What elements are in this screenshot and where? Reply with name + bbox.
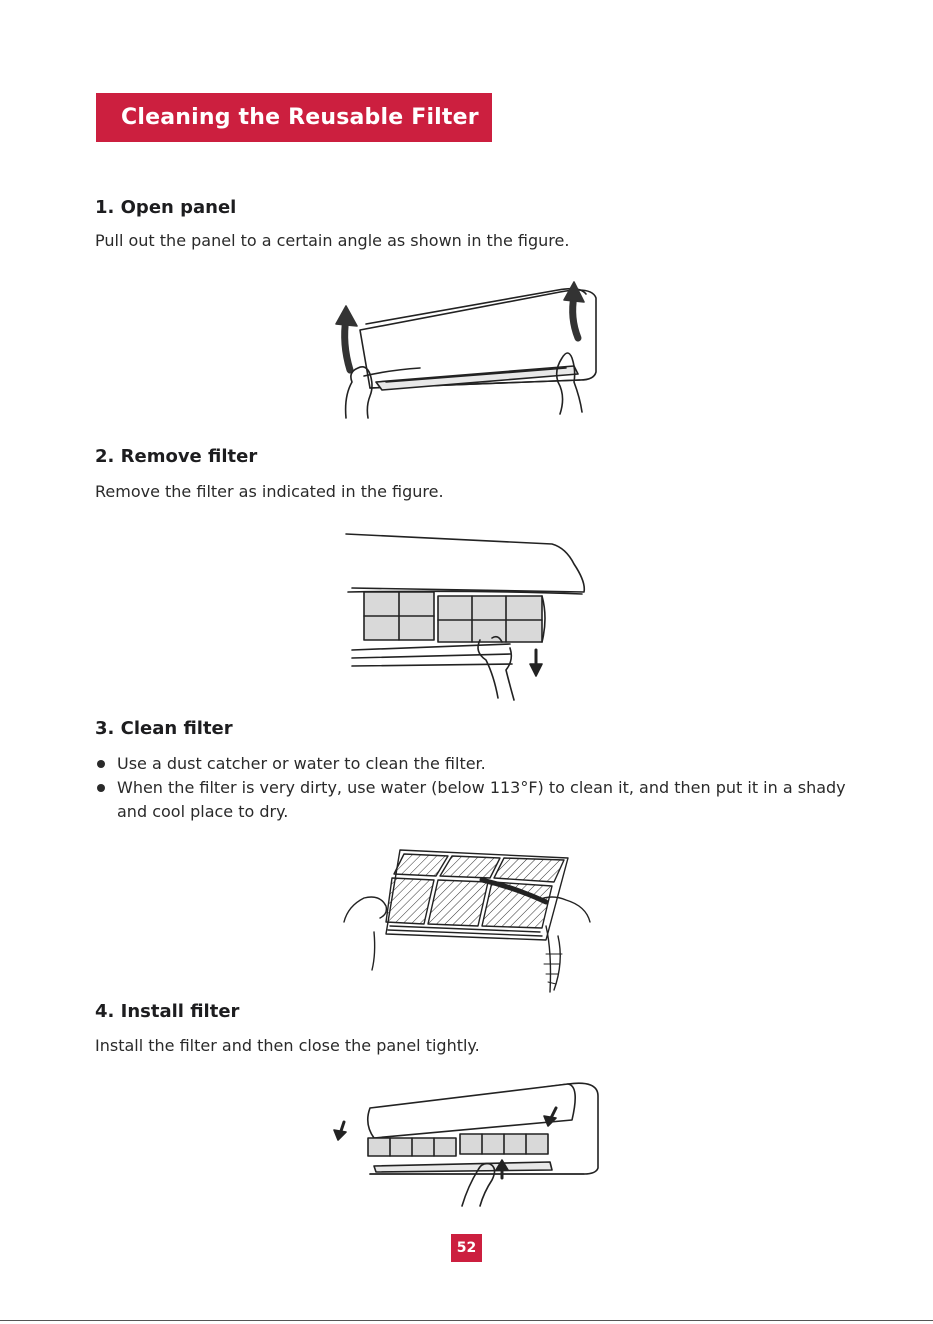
step-1-heading: 1. Open panel [95, 197, 237, 218]
remove-filter-illustration [342, 530, 592, 702]
bullet-dot-icon [97, 784, 105, 792]
step-3-heading: 3. Clean filter [95, 718, 233, 739]
cleaning-instructions-list [95, 752, 855, 824]
bullet-dot-icon [97, 760, 105, 768]
step-1-text: Pull out the panel to a certain angle as shown in the figure. [95, 231, 570, 250]
step-2-heading: 2. Remove filter [95, 446, 258, 467]
open-panel-illustration [330, 278, 605, 420]
bullet-text: When the filter is very dirty, use water (below 113°F) to clean it, and then put it in a shady and cool place to dry. [117, 778, 846, 821]
step-4-heading: 4. Install filter [95, 1001, 240, 1022]
step-2-text: Remove the filter as indicated in the figure. [95, 482, 444, 501]
page-bottom-rule [0, 1320, 933, 1321]
section-title-banner: Cleaning the Reusable Filter [96, 93, 492, 142]
step-4-text: Install the filter and then close the panel tightly. [95, 1036, 480, 1055]
page-number: 52 [451, 1234, 482, 1262]
list-item [95, 752, 855, 776]
install-filter-illustration [330, 1080, 602, 1208]
bullet-text: Use a dust catcher or water to clean the filter. [117, 754, 486, 773]
clean-filter-illustration [340, 842, 598, 994]
list-item [95, 776, 855, 824]
